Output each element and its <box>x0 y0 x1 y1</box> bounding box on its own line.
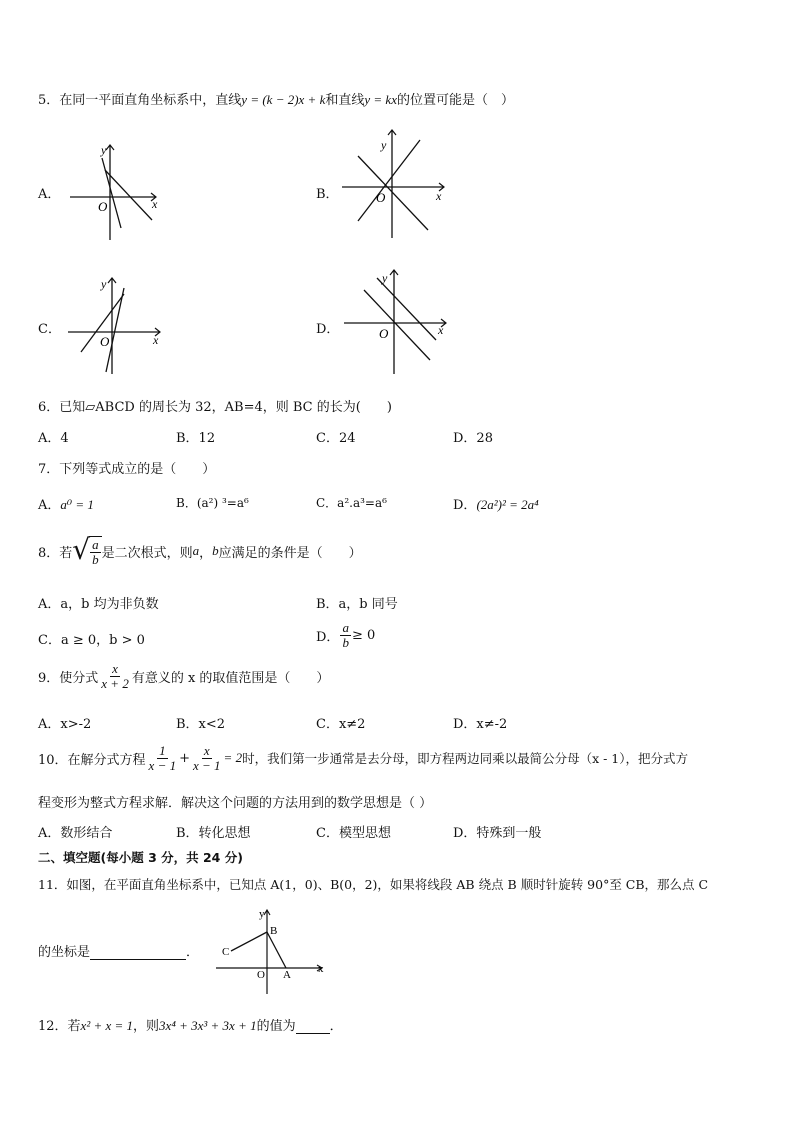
q10-option-d[interactable]: D．特殊到一般 <box>453 826 542 841</box>
q8-option-a[interactable]: A．a，b 均为非负数 <box>38 597 159 612</box>
q6-option-d[interactable]: D．28 <box>453 431 493 446</box>
q12-text-end: ． <box>329 1019 343 1034</box>
q10-f1-num: 1 <box>159 743 166 758</box>
q12-stem <box>38 1015 343 1034</box>
q6-number: 6． <box>38 400 60 415</box>
q12-answer-blank[interactable] <box>296 1018 330 1034</box>
q8-option-b[interactable]: B．a，b 同号 <box>316 597 398 612</box>
q5-text-a: 在同一平面直角坐标系中，直线 <box>59 93 242 108</box>
q9-option-a[interactable]: A．x>-2 <box>38 717 92 732</box>
q10-option-a[interactable]: A．数形结合 <box>38 826 113 841</box>
q5-b-x-label: x <box>436 189 442 203</box>
q5-b-origin-label: O <box>376 190 386 205</box>
q5-c-y-label: y <box>101 277 107 291</box>
q8-fraction <box>90 538 101 566</box>
q7-number: 7． <box>38 462 60 477</box>
q8-sep: ， <box>199 545 213 561</box>
q11-point-a: A <box>283 969 291 981</box>
q5-text-c: 的位置可能是（ ） <box>396 93 514 108</box>
q11-figure <box>214 904 334 996</box>
q11-answer-line <box>38 941 199 960</box>
q5-option-d-label[interactable]: D． <box>316 322 340 337</box>
q7-option-d[interactable] <box>453 494 539 513</box>
q8-var-b: b <box>212 543 219 559</box>
q5-expr1: y = (k − 2)x + k <box>241 92 326 107</box>
q5-a-x-label: x <box>152 197 158 211</box>
q7-stem <box>38 458 215 477</box>
sqrt-icon: √ <box>72 533 91 566</box>
q9-text: 有意义的 x 的取值范围是（ ） <box>131 670 330 686</box>
q9-option-b[interactable]: B．x<2 <box>176 717 226 732</box>
q8-number: 8．若 <box>38 545 73 561</box>
q10-number: 10．在解分式方程 <box>38 752 146 768</box>
q7-option-a-expr: a⁰ = 1 <box>60 497 94 512</box>
q11-point-b: B <box>270 925 278 937</box>
q11-point-c: C <box>222 946 230 958</box>
q6-option-a[interactable]: A．4 <box>38 431 69 446</box>
q10-fraction-1 <box>147 744 179 772</box>
q7-option-a-label: A． <box>38 498 61 513</box>
q9-fraction <box>99 662 131 690</box>
q5-graph-a <box>68 140 168 244</box>
q10-eq: = 2 <box>223 750 243 766</box>
q11-point-o: O <box>257 969 265 981</box>
q8-text: 是二次根式，则 <box>101 545 193 561</box>
q12-expr1: x² + x = 1 <box>80 1018 134 1033</box>
q9-stem <box>38 662 329 690</box>
section-2-heading: 二、填空题(每小题 3 分，共 24 分) <box>38 850 243 865</box>
q6-stem <box>38 396 392 415</box>
q5-graph-d <box>342 268 452 376</box>
q8-frac-num: a <box>92 537 99 552</box>
q12-text-b: 的值为 <box>256 1019 296 1034</box>
q8-optd-den: b <box>342 634 349 650</box>
q8-option-d-tail: ≥ 0 <box>351 627 376 643</box>
q9-number: 9．使分式 <box>38 670 99 686</box>
q9-frac-num: x <box>112 661 118 676</box>
q8-frac-den: b <box>92 551 99 567</box>
q10-stem-line1 <box>38 744 688 772</box>
q10-option-c[interactable]: C．模型思想 <box>316 826 391 841</box>
q7-option-d-expr: (2a²)² = 2a⁴ <box>476 497 539 512</box>
q8-var-a: a <box>192 543 200 559</box>
q11-text-end: ． <box>186 945 200 960</box>
q8-optd-num: a <box>342 620 349 635</box>
q8-sqrt <box>72 533 101 567</box>
q5-b-y-label: y <box>381 138 387 152</box>
q11-answer-blank[interactable] <box>90 943 186 960</box>
q8-text-end: 应满足的条件是（ ） <box>218 545 362 561</box>
q5-option-c-label[interactable]: C． <box>38 322 61 337</box>
q8-stem <box>38 533 362 567</box>
q5-c-origin-label: O <box>100 334 110 349</box>
q5-d-origin-label: O <box>379 326 389 341</box>
q5-a-origin-label: O <box>98 199 108 214</box>
q7-option-d-label: D． <box>453 498 477 513</box>
q11-y-label: y <box>259 908 265 920</box>
q8-option-c[interactable]: C．a ≥ 0，b > 0 <box>38 633 145 648</box>
q5-a-y-label: y <box>101 143 107 157</box>
q12-expr2: 3x⁴ + 3x³ + 3x + 1 <box>159 1018 257 1033</box>
q5-d-y-label: y <box>382 271 388 285</box>
q10-f2-num: x <box>203 743 210 758</box>
q9-frac-den: x + 2 <box>101 675 129 691</box>
q6-text: 已知▱ABCD 的周长为 32，AB=4，则 BC 的长为( ) <box>59 400 392 415</box>
q6-option-c[interactable]: C．24 <box>316 431 356 446</box>
q5-stem <box>38 89 514 108</box>
q10-plus: + <box>179 750 190 766</box>
q9-option-c[interactable]: C．x≠2 <box>316 717 366 732</box>
q9-option-d[interactable]: D．x≠-2 <box>453 717 508 732</box>
q11-x-label: x <box>318 963 324 975</box>
q5-number: 5． <box>38 93 60 108</box>
q11-text-a: 11．如图，在平面直角坐标系中，已知点 A(1，0)、B(0，2)，如果将线段 AB 绕点 B 顺时针旋转 90°至 CB，那么点 C <box>38 877 709 892</box>
q5-graph-b <box>340 128 450 244</box>
q12-number: 12．若 <box>38 1019 81 1034</box>
q7-option-c[interactable]: C．a².a³=a⁶ <box>316 496 387 510</box>
q8-option-d[interactable] <box>316 621 375 649</box>
q5-expr2: y = kx <box>364 92 397 107</box>
q5-option-b-label[interactable]: B． <box>316 187 339 202</box>
q10-option-b[interactable]: B．转化思想 <box>176 826 251 841</box>
q5-text-b: 和直线 <box>325 93 365 108</box>
q6-option-b[interactable]: B．12 <box>176 431 216 446</box>
q10-f2-den: x − 1 <box>193 757 221 773</box>
q10-fraction-2 <box>191 744 223 772</box>
q5-d-x-label: x <box>438 323 444 337</box>
q5-option-a-label[interactable]: A． <box>38 187 61 202</box>
q7-option-b[interactable]: B．(a²) ³=a⁶ <box>176 496 249 510</box>
q11-text-b: 的坐标是 <box>38 945 91 960</box>
q7-option-a[interactable] <box>38 494 94 513</box>
q8-option-d-fraction <box>340 621 351 649</box>
q10-f1-den: x − 1 <box>148 757 177 773</box>
q7-text: 下列等式成立的是（ ） <box>59 462 216 477</box>
q10-text-a: 时，我们第一步通常是去分母，即方程两边同乘以最简公分母（x - 1），把分式方 <box>242 751 689 767</box>
q8-option-d-label: D． <box>316 629 340 645</box>
q10-text-b: 程变形为整式方程求解．解决这个问题的方法用到的数学思想是（ ） <box>38 796 433 811</box>
q5-graph-c <box>66 274 166 378</box>
q5-c-x-label: x <box>153 333 159 347</box>
q12-text-a: ，则 <box>133 1019 160 1034</box>
